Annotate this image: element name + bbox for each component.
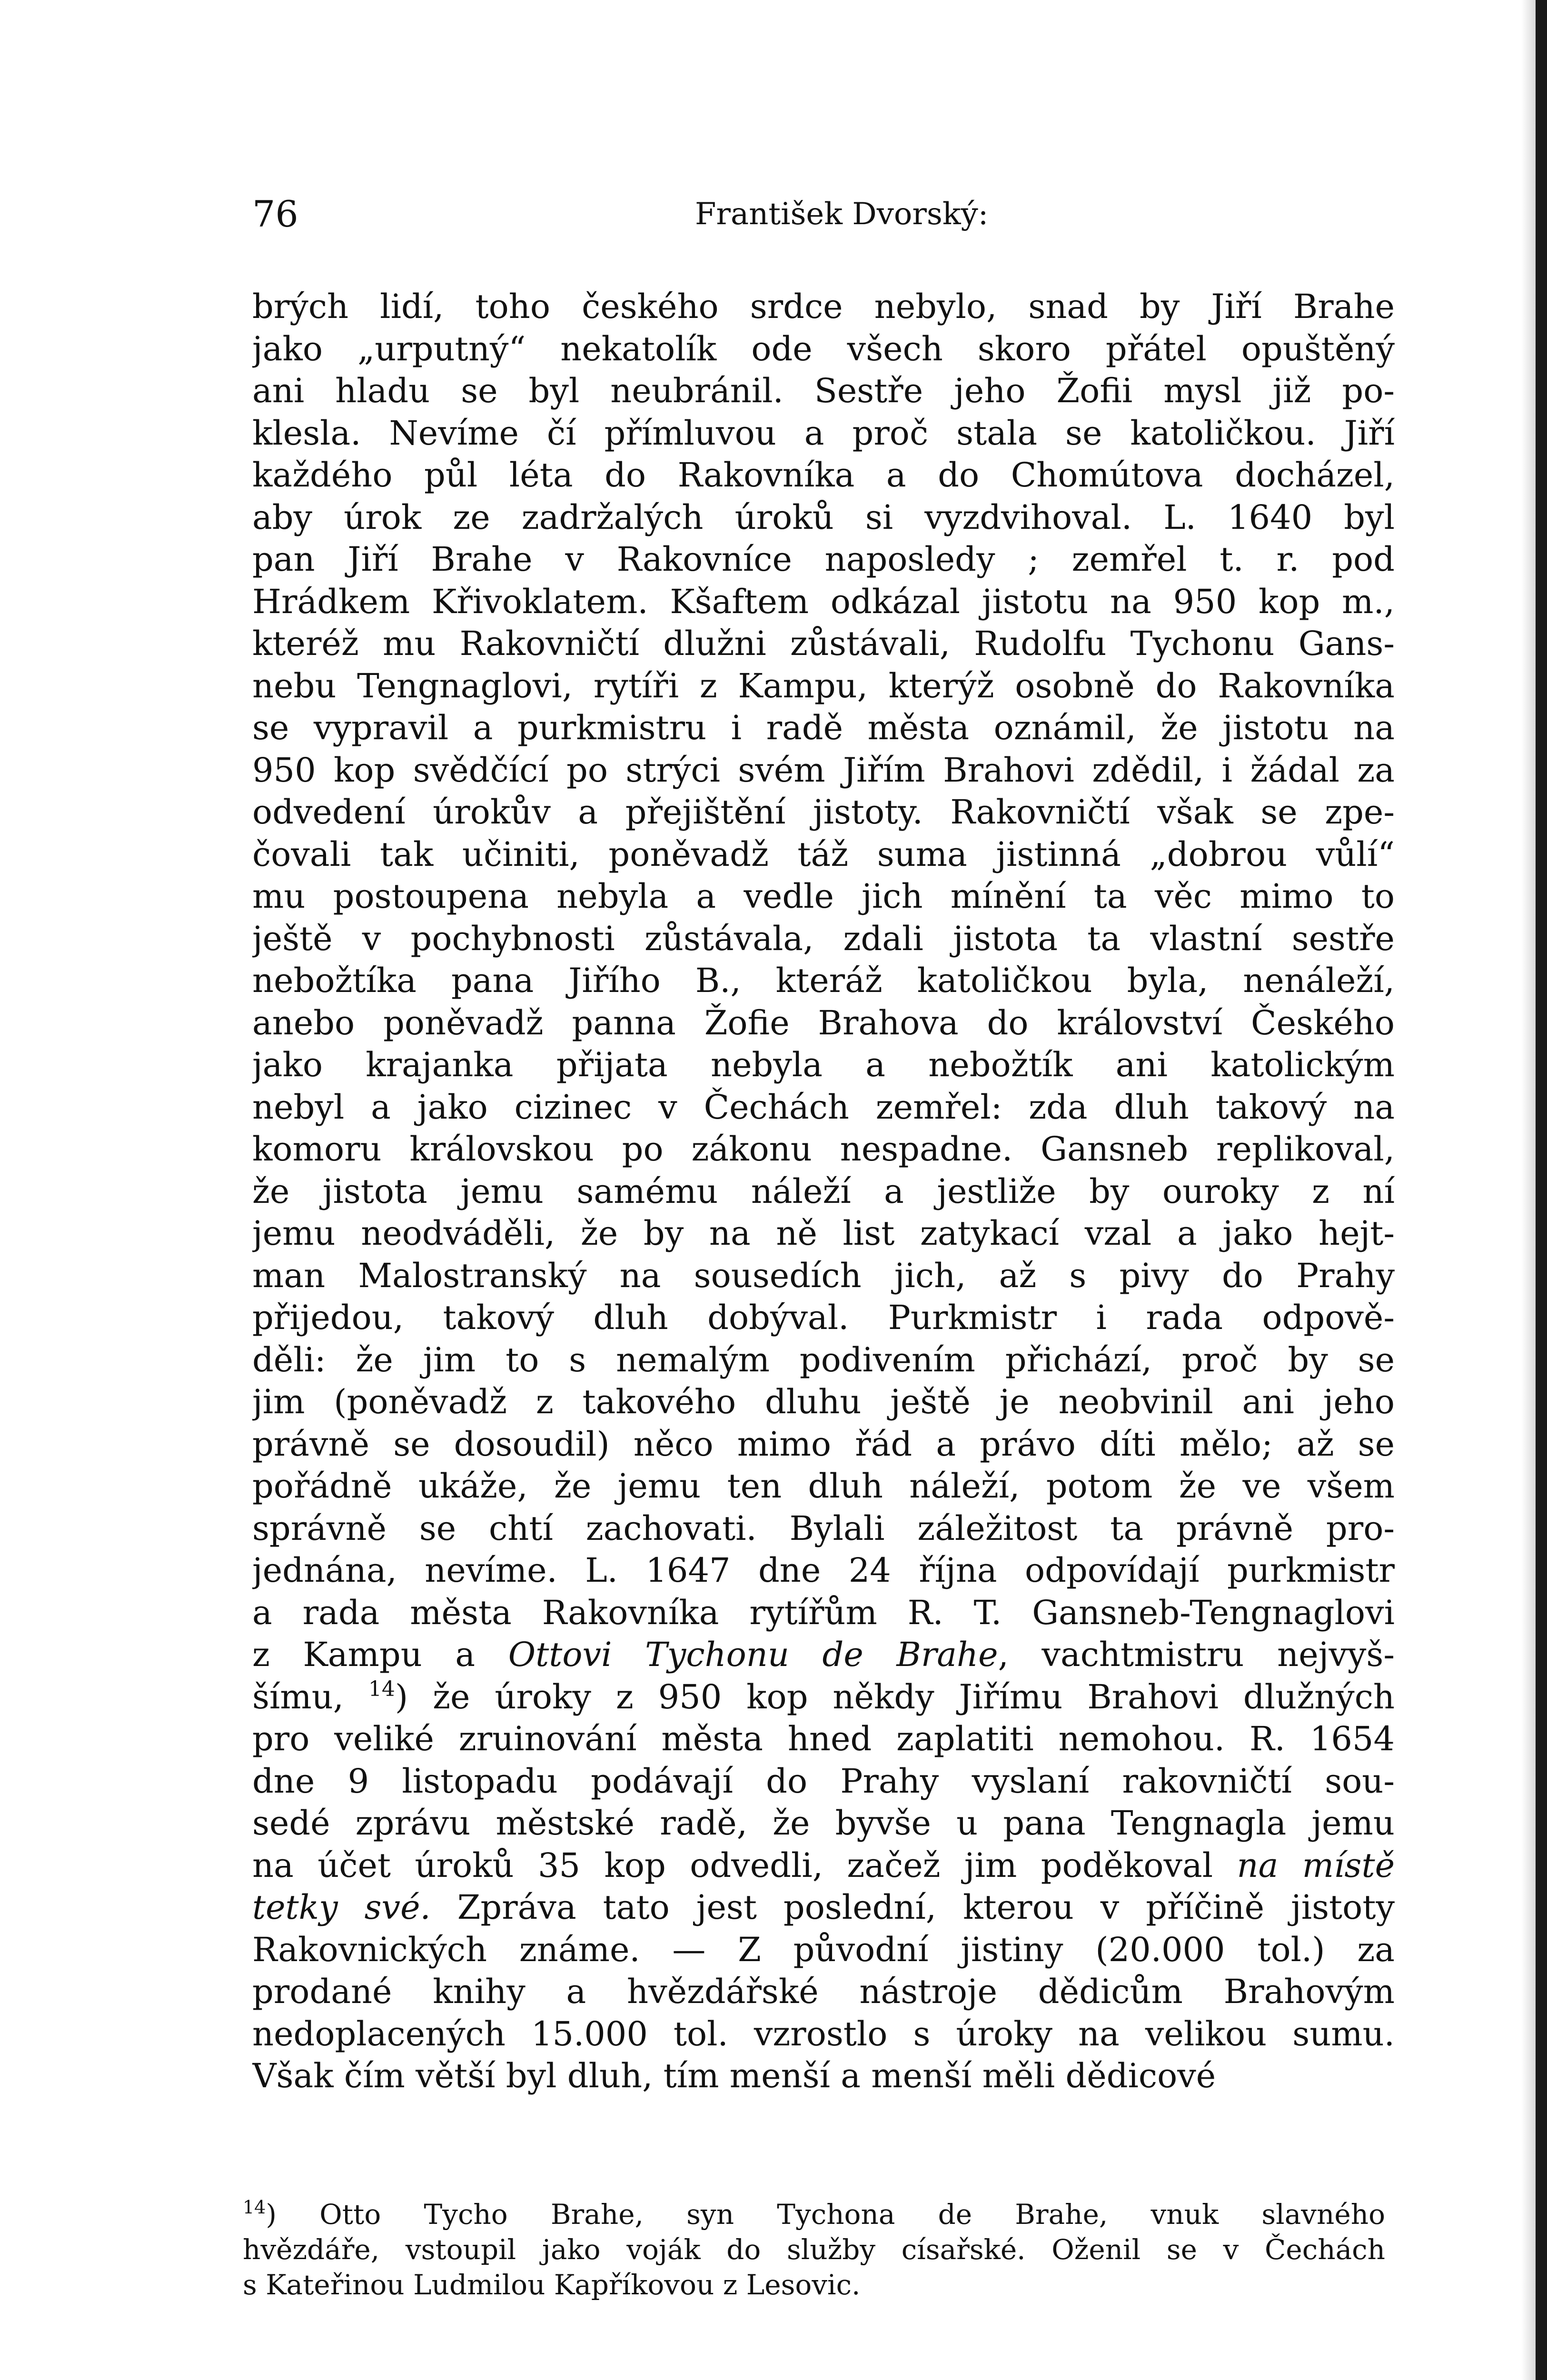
text-line: man Malostranský na sousedích jich, až s pivy do Prahy	[252, 1256, 1395, 1295]
text-segment: Zpráva tato jest poslední, kterou v příčině jistoty	[430, 1888, 1395, 1927]
text-line: přijedou, takový dluh dobýval. Purkmistr i rada odpově-	[252, 1298, 1395, 1337]
text-line: každého půl léta do Rakovníka a do Chomútova docházel,	[252, 456, 1395, 495]
text-line: jim (poněvadž z takového dluhu ještě je neobvinil ani jeho	[252, 1382, 1395, 1421]
text-line: správně se chtí zachovati. Bylali záležitost ta právně pro-	[252, 1508, 1395, 1548]
text-line: kteréž mu Rakovničtí dlužni zůstávali, Rudolfu Tychonu Gans-	[252, 624, 1395, 663]
footnote-line	[243, 2232, 1385, 2267]
text-line: brých lidí, toho českého srdce nebylo, snad by Jiří Brahe	[252, 287, 1395, 326]
text-line: čovali tak učiniti, poněvadž táž suma jistinná „dobrou vůlí“	[252, 834, 1395, 874]
text-line: se vypravil a purkmistru i radě města oznámil, že jistotu na	[252, 708, 1395, 747]
page-edge	[1536, 0, 1547, 2380]
text-line: pan Jiří Brahe v Rakovníce naposledy ; zemřel t. r. pod	[252, 540, 1395, 579]
text-line: nebožtíka pana Jiřího B., kteráž katoličkou byla, nenáleží,	[252, 961, 1395, 1000]
text-line: že jistota jemu samému náleží a jestliže by ouroky z ní	[252, 1171, 1395, 1211]
text-line: jemu neodváděli, že by na ně list zatykací vzal a jako hejt-	[252, 1214, 1395, 1253]
text-line: a rada města Rakovníka rytířům R. T. Gansneb-Tengnaglovi	[252, 1593, 1395, 1632]
text-segment: ) že úroky z 950 kop někdy Jiřímu Brahovi dlužných	[395, 1677, 1395, 1716]
text-line: ještě v pochybnosti zůstávala, zdali jistota ta vlastní sestře	[252, 919, 1395, 958]
text-line: klesla. Nevíme čí přímluvou a proč stala se katoličkou. Jiří	[252, 413, 1395, 453]
text-line: pro veliké zruinování města hned zaplatiti nemohou. R. 1654	[252, 1719, 1395, 1758]
text-line: pořádně ukáže, že jemu ten dluh náleží, potom že ve všem	[252, 1467, 1395, 1506]
footnote-text: ) Otto Tycho Brahe, syn Tychona de Brahe, vnuk slavného	[266, 2198, 1385, 2231]
text-line: aby úrok ze zadržalých úroků si vyzdvihoval. L. 1640 byl	[252, 497, 1395, 537]
text-line: nebu Tengnaglovi, rytíři z Kampu, kterýž osobně do Rakovníka	[252, 666, 1395, 705]
page-header	[252, 190, 1014, 238]
text-line	[252, 1844, 1395, 1887]
text-line: ani hladu se byl neubránil. Sestře jeho Žofii mysl již po-	[252, 371, 1395, 410]
text-segment: z Kampu a	[252, 1635, 508, 1674]
footnote-marker: 14	[243, 2197, 266, 2218]
italic-text: tetky své.	[252, 1888, 431, 1927]
page-edge-shadow	[1521, 0, 1536, 2380]
text-line: Hrádkem Křivoklatem. Kšaftem odkázal jistotu na 950 kop m.,	[252, 582, 1395, 621]
text-segment: na účet úroků 35 kop odvedli, začež jim poděkoval	[252, 1845, 1237, 1885]
text-line: odvedení úrokův a přejištění jistoty. Rakovničtí však se zpe-	[252, 793, 1395, 832]
text-segment: , vachtmistru nejvyš-	[998, 1635, 1395, 1674]
text-line: prodané knihy a hvězdářské nástroje dědicům Brahovým	[252, 1972, 1395, 2011]
text-line: 950 kop svědčící po strýci svém Jiřím Brahovi zdědil, i žádal za	[252, 750, 1395, 790]
italic-text: na místě	[1237, 1845, 1395, 1885]
text-line: Rakovnických známe. — Z původní jistiny (20.000 tol.) za	[252, 1930, 1395, 1969]
running-head: František Dvorský:	[695, 197, 989, 232]
text-line: nebyl a jako cizinec v Čechách zemřel: zda dluh takový na	[252, 1087, 1395, 1127]
footnote-line	[243, 2197, 1385, 2232]
text-line	[252, 1676, 1395, 1718]
text-line: mu postoupena nebyla a vedle jich mínění ta věc mimo to	[252, 877, 1395, 916]
text-line	[252, 1634, 1395, 1676]
italic-text: Ottovi Tychonu de Brahe	[508, 1635, 998, 1674]
text-line: anebo poněvadž panna Žofie Brahova do království Českého	[252, 1003, 1395, 1042]
text-line: komoru královskou po zákonu nespadne. Gansneb replikoval,	[252, 1130, 1395, 1169]
text-line: jednána, nevíme. L. 1647 dne 24 října odpovídají purkmistr	[252, 1551, 1395, 1590]
text-line: jako „urputný“ nekatolík ode všech skoro přátel opuštěný	[252, 329, 1395, 368]
page-number: 76	[252, 193, 298, 235]
text-line: děli: že jim to s nemalým podivením přichází, proč by se	[252, 1340, 1395, 1379]
text-line: Však čím větší byl dluh, tím menší a menší měli dědicové	[252, 2056, 1216, 2095]
text-line: právně se dosoudil) něco mimo řád a právo díti mělo; až se	[252, 1424, 1395, 1464]
text-line: dne 9 listopadu podávají do Prahy vyslaní rakovničtí sou-	[252, 1761, 1395, 1801]
text-line: jako krajanka přijata nebyla a nebožtík ani katolickým	[252, 1045, 1395, 1084]
body-text	[252, 286, 1395, 2097]
footnote-line	[243, 2267, 1385, 2302]
text-line: nedoplacených 15.000 tol. vzrostlo s úroky na velikou sumu.	[252, 2014, 1395, 2053]
text-line: sedé zprávu městské radě, že byvše u pana Tengnagla jemu	[252, 1804, 1395, 1843]
text-segment: šímu,	[252, 1677, 368, 1716]
footnote-reference: 14	[368, 1676, 395, 1701]
footnote	[243, 2197, 1385, 2302]
footnote-text: s Kateřinou Ludmilou Kapříkovou z Lesovic.	[243, 2269, 861, 2301]
text-line	[252, 1886, 1395, 1929]
footnote-text: hvězdáře, vstoupil jako voják do služby císařské. Oženil se v Čechách	[243, 2233, 1385, 2266]
